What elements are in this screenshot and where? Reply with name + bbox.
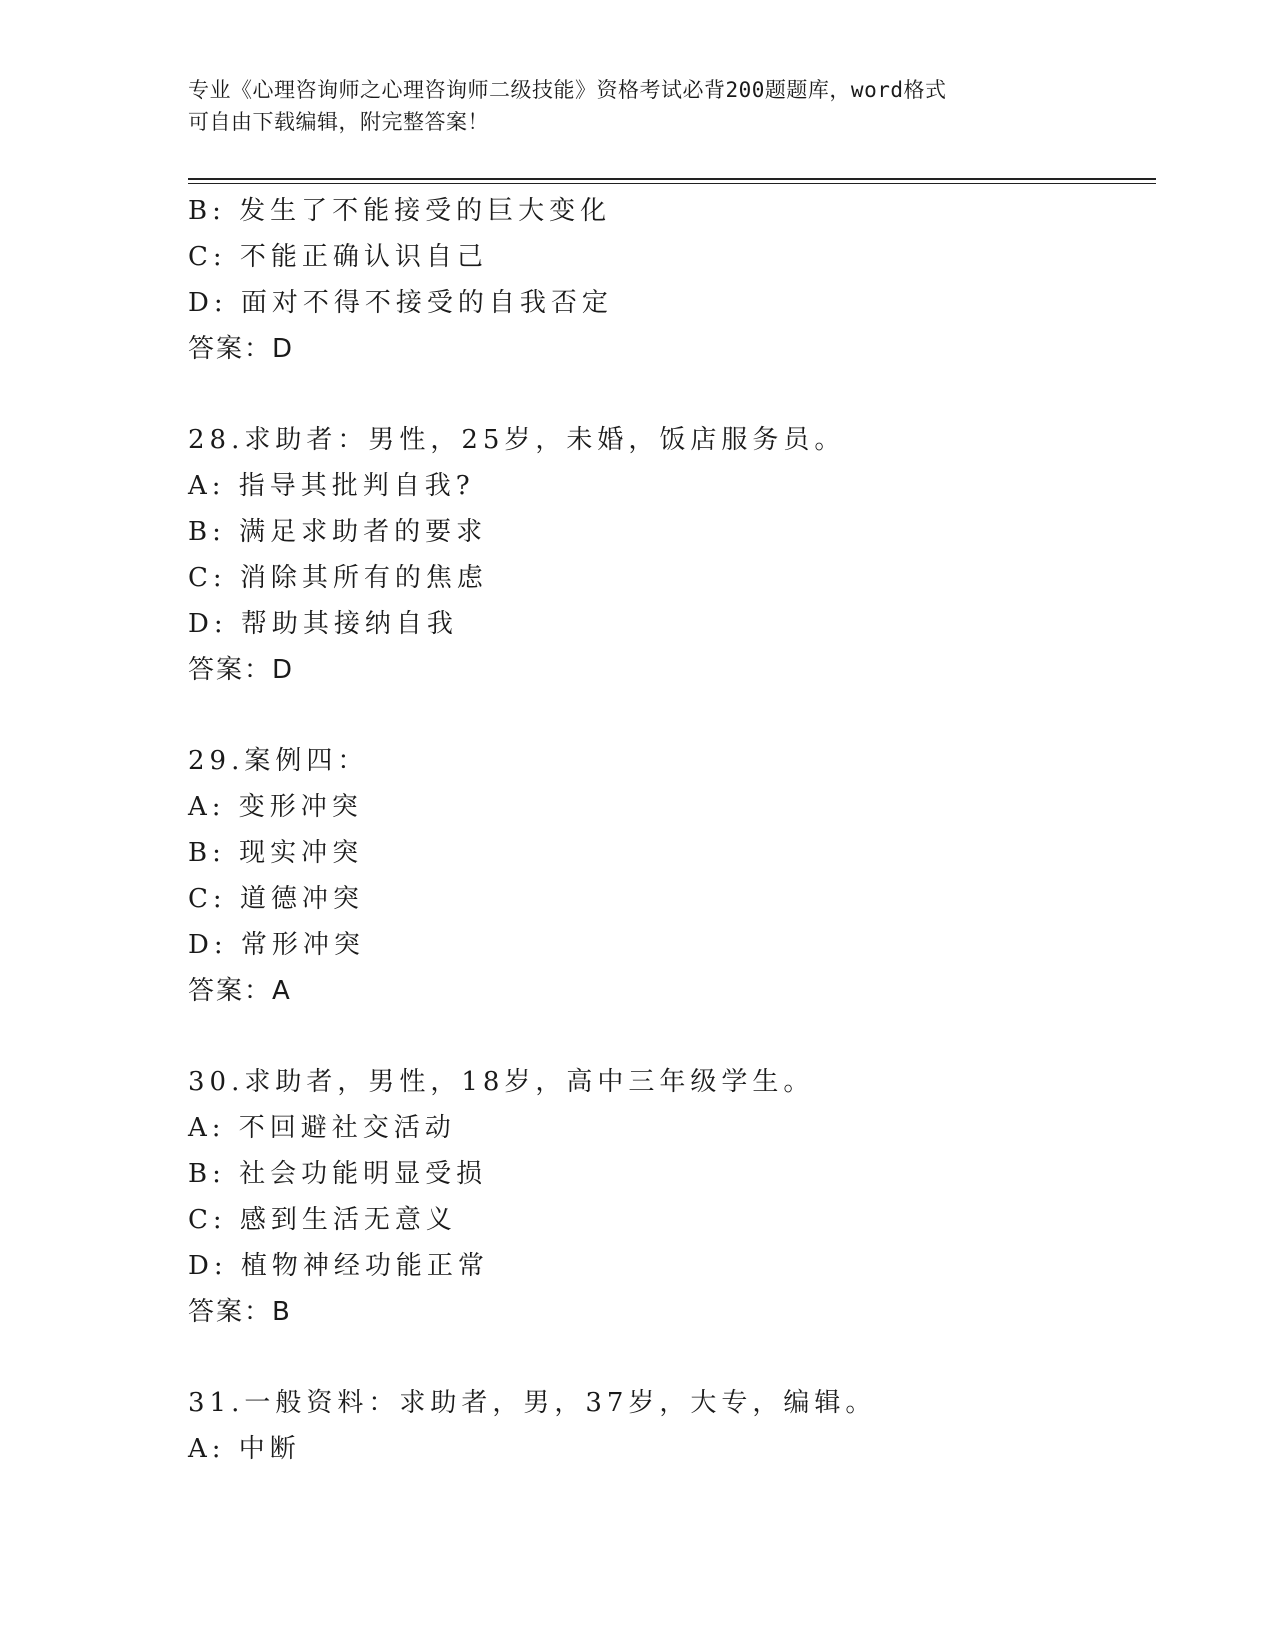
question-spacer (188, 693, 1148, 738)
option-a: A: 变形冲突 (188, 792, 363, 822)
question-stem: 29.案例四： (188, 746, 369, 776)
option-d: D: 常形冲突 (188, 930, 365, 960)
question-stem: 30.求助者，男性，18岁，高中三年级学生。 (188, 1067, 815, 1097)
question-29 (188, 738, 1148, 1014)
question-stem: 28.求助者：男性，25岁，未婚，饭店服务员。 (188, 425, 846, 455)
header-divider-thin (188, 183, 1156, 184)
question-spacer (188, 372, 1148, 417)
answer-line: 答案：D (188, 334, 295, 364)
option-c: C: 感到生活无意义 (188, 1205, 457, 1235)
answer-line: 答案：A (188, 976, 292, 1006)
option-d: D: 植物神经功能正常 (188, 1251, 489, 1281)
option-d: D: 帮助其接纳自我 (188, 609, 458, 639)
header-divider-thick (188, 178, 1156, 180)
question-30 (188, 1059, 1148, 1335)
question-spacer (188, 1335, 1148, 1380)
option-b: B: 现实冲突 (188, 838, 364, 868)
option-a: A: 指导其批判自我? (188, 471, 475, 501)
header-title-line-1: 专业《心理咨询师之心理咨询师二级技能》资格考试必背200题题库，word格式 (188, 78, 947, 102)
question-spacer (188, 1014, 1148, 1059)
option-c: C: 不能正确认识自己 (188, 242, 488, 272)
option-b: B: 发生了不能接受的巨大变化 (188, 196, 612, 226)
question-stem: 31.一般资料：求助者，男，37岁，大专，编辑。 (188, 1388, 877, 1418)
answer-line: 答案：B (188, 1297, 292, 1327)
question-list (188, 188, 1148, 1472)
question-28 (188, 417, 1148, 693)
header-title-line-2: 可自由下载编辑，附完整答案！ (188, 110, 489, 134)
option-a: A: 中断 (188, 1434, 301, 1464)
option-b: B: 社会功能明显受损 (188, 1159, 488, 1189)
answer-line: 答案：D (188, 655, 295, 685)
option-d: D: 面对不得不接受的自我否定 (188, 288, 613, 318)
question-31 (188, 1380, 1148, 1472)
option-c: C: 消除其所有的焦虑 (188, 563, 488, 593)
option-a: A: 不回避社交活动 (188, 1113, 456, 1143)
question-27-continued (188, 188, 1148, 372)
option-b: B: 满足求助者的要求 (188, 517, 488, 547)
option-c: C: 道德冲突 (188, 884, 364, 914)
document-header (188, 74, 1088, 138)
